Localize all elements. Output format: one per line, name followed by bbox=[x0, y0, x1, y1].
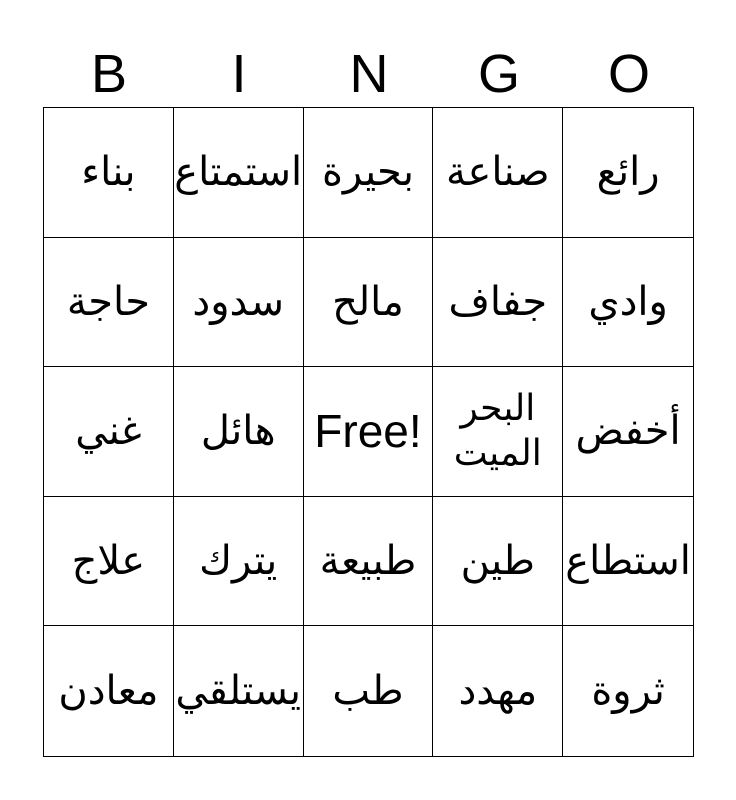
cell-word: صناعة bbox=[446, 149, 550, 196]
cell-word: مالح bbox=[332, 278, 404, 325]
header-letter-g: G bbox=[477, 44, 520, 104]
bingo-board bbox=[43, 107, 694, 757]
cell-word: معادن bbox=[58, 668, 159, 715]
bingo-cell bbox=[44, 108, 174, 238]
cell-word: بحيرة bbox=[321, 149, 415, 196]
bingo-header bbox=[44, 40, 694, 108]
cell-word: غني bbox=[75, 408, 142, 455]
bingo-cell bbox=[563, 367, 693, 497]
cell-word: رائع bbox=[596, 149, 660, 196]
bingo-cell bbox=[44, 626, 174, 756]
bingo-cell bbox=[433, 108, 563, 238]
cell-word: جفاف bbox=[448, 278, 548, 325]
bingo-cell bbox=[433, 238, 563, 368]
bingo-cell bbox=[433, 626, 563, 756]
bingo-cell bbox=[174, 108, 304, 238]
cell-word: مهدد bbox=[458, 668, 538, 715]
bingo-cell bbox=[44, 367, 174, 497]
bingo-cell bbox=[44, 497, 174, 627]
cell-word: هائل bbox=[200, 408, 276, 455]
bingo-cell bbox=[304, 238, 434, 368]
bingo-cell bbox=[304, 626, 434, 756]
bingo-cell bbox=[563, 626, 693, 756]
header-letter-o: O bbox=[607, 44, 650, 104]
bingo-cell bbox=[304, 497, 434, 627]
bingo-cell bbox=[174, 626, 304, 756]
header-letter-b: B bbox=[90, 44, 128, 104]
cell-word: طبيعة bbox=[319, 538, 417, 585]
cell-word: علاج bbox=[71, 538, 146, 585]
header-letter-i: I bbox=[231, 44, 247, 104]
header-letter-n: N bbox=[349, 44, 389, 104]
bingo-cell bbox=[44, 238, 174, 368]
bingo-cell bbox=[174, 238, 304, 368]
cell-word: أخفض bbox=[575, 408, 681, 455]
bingo-cell bbox=[433, 497, 563, 627]
free-space-cell bbox=[304, 367, 434, 497]
cell-word: استمتاع bbox=[174, 149, 303, 196]
cell-word: طين bbox=[460, 538, 535, 585]
cell-word: وادي bbox=[588, 278, 668, 325]
bingo-cell bbox=[563, 497, 693, 627]
bingo-cell bbox=[174, 367, 304, 497]
cell-word: بناء bbox=[81, 149, 136, 196]
bingo-cell bbox=[174, 497, 304, 627]
bingo-cell bbox=[563, 108, 693, 238]
cell-word: استطاع bbox=[565, 538, 691, 585]
cell-word: البحر الميت bbox=[453, 388, 542, 475]
cell-word: يترك bbox=[199, 538, 278, 585]
cell-word: سدود bbox=[192, 278, 285, 325]
bingo-cell bbox=[563, 238, 693, 368]
cell-word: يستلقي bbox=[175, 668, 302, 715]
cell-word: طب bbox=[332, 668, 404, 715]
cell-word: حاجة bbox=[66, 278, 150, 325]
bingo-cell bbox=[304, 108, 434, 238]
bingo-cell bbox=[433, 367, 563, 497]
free-space-label: Free! bbox=[314, 405, 422, 458]
cell-word: ثروة bbox=[591, 668, 665, 715]
